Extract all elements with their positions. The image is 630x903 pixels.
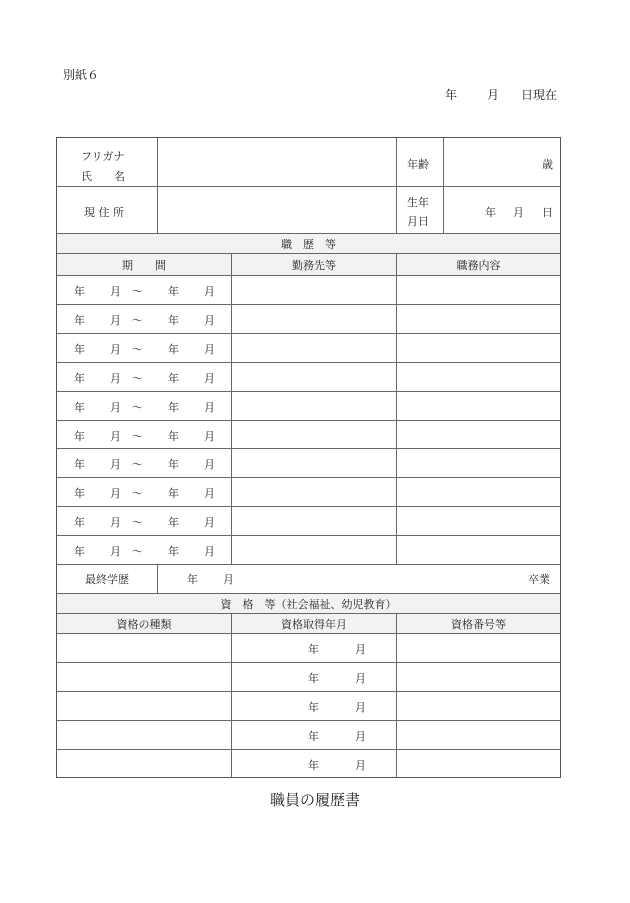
qualification-type-field[interactable] bbox=[58, 663, 230, 691]
birth-label-line1: 生年 bbox=[407, 196, 429, 209]
qualification-month-label: 月 bbox=[355, 759, 366, 772]
qualification-month-label: 月 bbox=[355, 701, 366, 714]
career-row-start-year: 年 bbox=[74, 487, 85, 500]
career-employer-field[interactable] bbox=[232, 276, 396, 304]
career-row-tilde: ～ bbox=[132, 487, 143, 500]
career-row-tilde: ～ bbox=[132, 458, 143, 471]
career-employer-field[interactable] bbox=[232, 478, 396, 506]
birth-day-label: 日 bbox=[542, 206, 553, 219]
career-row-tilde: ～ bbox=[132, 372, 143, 385]
career-col-duties: 職務内容 bbox=[456, 258, 501, 272]
date-day-now-label: 日現在 bbox=[521, 88, 558, 102]
date-month-label: 月 bbox=[487, 88, 500, 102]
career-row-start-month: 月 bbox=[110, 487, 121, 500]
qualification-month-label: 月 bbox=[355, 672, 366, 685]
qualification-number-field[interactable] bbox=[397, 750, 559, 777]
qualification-section-header bbox=[57, 594, 560, 613]
age-unit: 歳 bbox=[542, 158, 553, 171]
career-employer-field[interactable] bbox=[232, 421, 396, 448]
qualification-number-field[interactable] bbox=[397, 721, 559, 749]
career-row-end-year: 年 bbox=[168, 430, 179, 443]
career-row-end-month: 月 bbox=[204, 285, 215, 298]
career-row-start-year: 年 bbox=[74, 545, 85, 558]
qualification-number-field[interactable] bbox=[397, 663, 559, 691]
qualification-col-number: 資格番号等 bbox=[451, 617, 506, 631]
career-row-end-month: 月 bbox=[204, 487, 215, 500]
career-row-start-month: 月 bbox=[110, 430, 121, 443]
career-row-end-month: 月 bbox=[204, 430, 215, 443]
qualification-month-label: 月 bbox=[355, 730, 366, 743]
career-row-end-month: 月 bbox=[204, 343, 215, 356]
career-row-start-year: 年 bbox=[74, 285, 85, 298]
qualification-type-field[interactable] bbox=[58, 692, 230, 720]
career-row-end-year: 年 bbox=[168, 343, 179, 356]
career-row-end-year: 年 bbox=[168, 401, 179, 414]
career-row-end-year: 年 bbox=[168, 545, 179, 558]
qualification-col-date: 資格取得年月 bbox=[281, 617, 347, 631]
career-duties-field[interactable] bbox=[397, 421, 560, 448]
career-row-start-month: 月 bbox=[110, 285, 121, 298]
furigana-label: フリガナ bbox=[81, 150, 125, 163]
career-employer-field[interactable] bbox=[232, 449, 396, 477]
career-employer-field[interactable] bbox=[232, 334, 396, 362]
career-row-tilde: ～ bbox=[132, 285, 143, 298]
career-row-end-month: 月 bbox=[204, 372, 215, 385]
qualification-col-type: 資格の種類 bbox=[116, 617, 172, 631]
career-row-end-year: 年 bbox=[168, 516, 179, 529]
qualification-year-label: 年 bbox=[308, 730, 319, 743]
education-graduation-label: 卒業 bbox=[528, 573, 550, 586]
birth-year-label: 年 bbox=[485, 206, 496, 219]
career-row-tilde: ～ bbox=[132, 314, 143, 327]
career-row-end-month: 月 bbox=[204, 401, 215, 414]
career-section-header bbox=[57, 234, 560, 253]
career-duties-field[interactable] bbox=[397, 478, 560, 506]
career-col-period: 期 間 bbox=[122, 258, 166, 272]
birth-label-line2: 月日 bbox=[407, 215, 429, 228]
qualification-type-field[interactable] bbox=[58, 634, 230, 662]
career-row-end-year: 年 bbox=[168, 314, 179, 327]
resume-form bbox=[56, 137, 561, 778]
career-row-end-month: 月 bbox=[204, 314, 215, 327]
qualification-year-label: 年 bbox=[308, 672, 319, 685]
date-as-of bbox=[445, 86, 557, 103]
qualification-month-label: 月 bbox=[355, 643, 366, 656]
birth-month-label: 月 bbox=[513, 206, 524, 219]
education-month-label: 月 bbox=[223, 573, 234, 586]
career-duties-field[interactable] bbox=[397, 507, 560, 535]
address-field[interactable] bbox=[158, 187, 395, 232]
career-row-start-month: 月 bbox=[110, 458, 121, 471]
career-duties-field[interactable] bbox=[397, 449, 560, 477]
career-row-end-month: 月 bbox=[204, 545, 215, 558]
career-row-start-year: 年 bbox=[74, 430, 85, 443]
career-row-tilde: ～ bbox=[132, 430, 143, 443]
qualification-type-field[interactable] bbox=[58, 721, 230, 749]
career-employer-field[interactable] bbox=[232, 363, 396, 391]
career-row-start-month: 月 bbox=[110, 314, 121, 327]
qualification-year-label: 年 bbox=[308, 759, 319, 772]
career-employer-field[interactable] bbox=[232, 536, 396, 563]
name-label: 氏 名 bbox=[81, 170, 125, 183]
career-row-start-year: 年 bbox=[74, 401, 85, 414]
career-employer-field[interactable] bbox=[232, 392, 396, 420]
career-row-start-month: 月 bbox=[110, 516, 121, 529]
career-row-end-year: 年 bbox=[168, 487, 179, 500]
career-row-start-month: 月 bbox=[110, 545, 121, 558]
career-row-end-year: 年 bbox=[168, 372, 179, 385]
career-duties-field[interactable] bbox=[397, 536, 560, 563]
career-row-tilde: ～ bbox=[132, 401, 143, 414]
name-field[interactable] bbox=[158, 139, 395, 185]
career-duties-field[interactable] bbox=[397, 392, 560, 420]
career-row-tilde: ～ bbox=[132, 545, 143, 558]
qualification-section-title: 資 格 等（社会福祉、幼児教育） bbox=[220, 597, 397, 611]
career-row-start-year: 年 bbox=[74, 458, 85, 471]
career-employer-field[interactable] bbox=[232, 507, 396, 535]
qualification-year-label: 年 bbox=[308, 643, 319, 656]
age-label: 年齢 bbox=[407, 158, 429, 171]
career-row-tilde: ～ bbox=[132, 516, 143, 529]
career-col-employer: 勤務先等 bbox=[292, 258, 336, 272]
qualification-year-label: 年 bbox=[308, 701, 319, 714]
career-row-end-year: 年 bbox=[168, 458, 179, 471]
date-year-label: 年 bbox=[445, 88, 458, 102]
career-row-start-month: 月 bbox=[110, 372, 121, 385]
career-employer-field[interactable] bbox=[232, 305, 396, 333]
career-row-end-month: 月 bbox=[204, 516, 215, 529]
career-duties-field[interactable] bbox=[397, 363, 560, 391]
career-row-start-year: 年 bbox=[74, 343, 85, 356]
career-section-title: 職 歴 等 bbox=[281, 237, 336, 251]
career-row-start-month: 月 bbox=[110, 401, 121, 414]
address-label: 現 住 所 bbox=[84, 206, 124, 219]
career-row-start-year: 年 bbox=[74, 314, 85, 327]
education-field[interactable] bbox=[158, 565, 560, 593]
qualification-number-field[interactable] bbox=[397, 692, 559, 720]
career-row-start-year: 年 bbox=[74, 516, 85, 529]
qualification-number-field[interactable] bbox=[397, 634, 559, 662]
career-row-start-year: 年 bbox=[74, 372, 85, 385]
career-duties-field[interactable] bbox=[397, 334, 560, 362]
career-duties-field[interactable] bbox=[397, 305, 560, 333]
career-row-end-month: 月 bbox=[204, 458, 215, 471]
career-row-tilde: ～ bbox=[132, 343, 143, 356]
document-title: 職員の履歴書 bbox=[269, 791, 360, 809]
career-row-start-month: 月 bbox=[110, 343, 121, 356]
career-duties-field[interactable] bbox=[397, 276, 560, 304]
education-label: 最終学歴 bbox=[85, 573, 129, 586]
appendix-label: 別紙６ bbox=[63, 68, 100, 82]
career-row-end-year: 年 bbox=[168, 285, 179, 298]
qualification-type-field[interactable] bbox=[58, 750, 230, 777]
education-year-label: 年 bbox=[187, 573, 198, 586]
